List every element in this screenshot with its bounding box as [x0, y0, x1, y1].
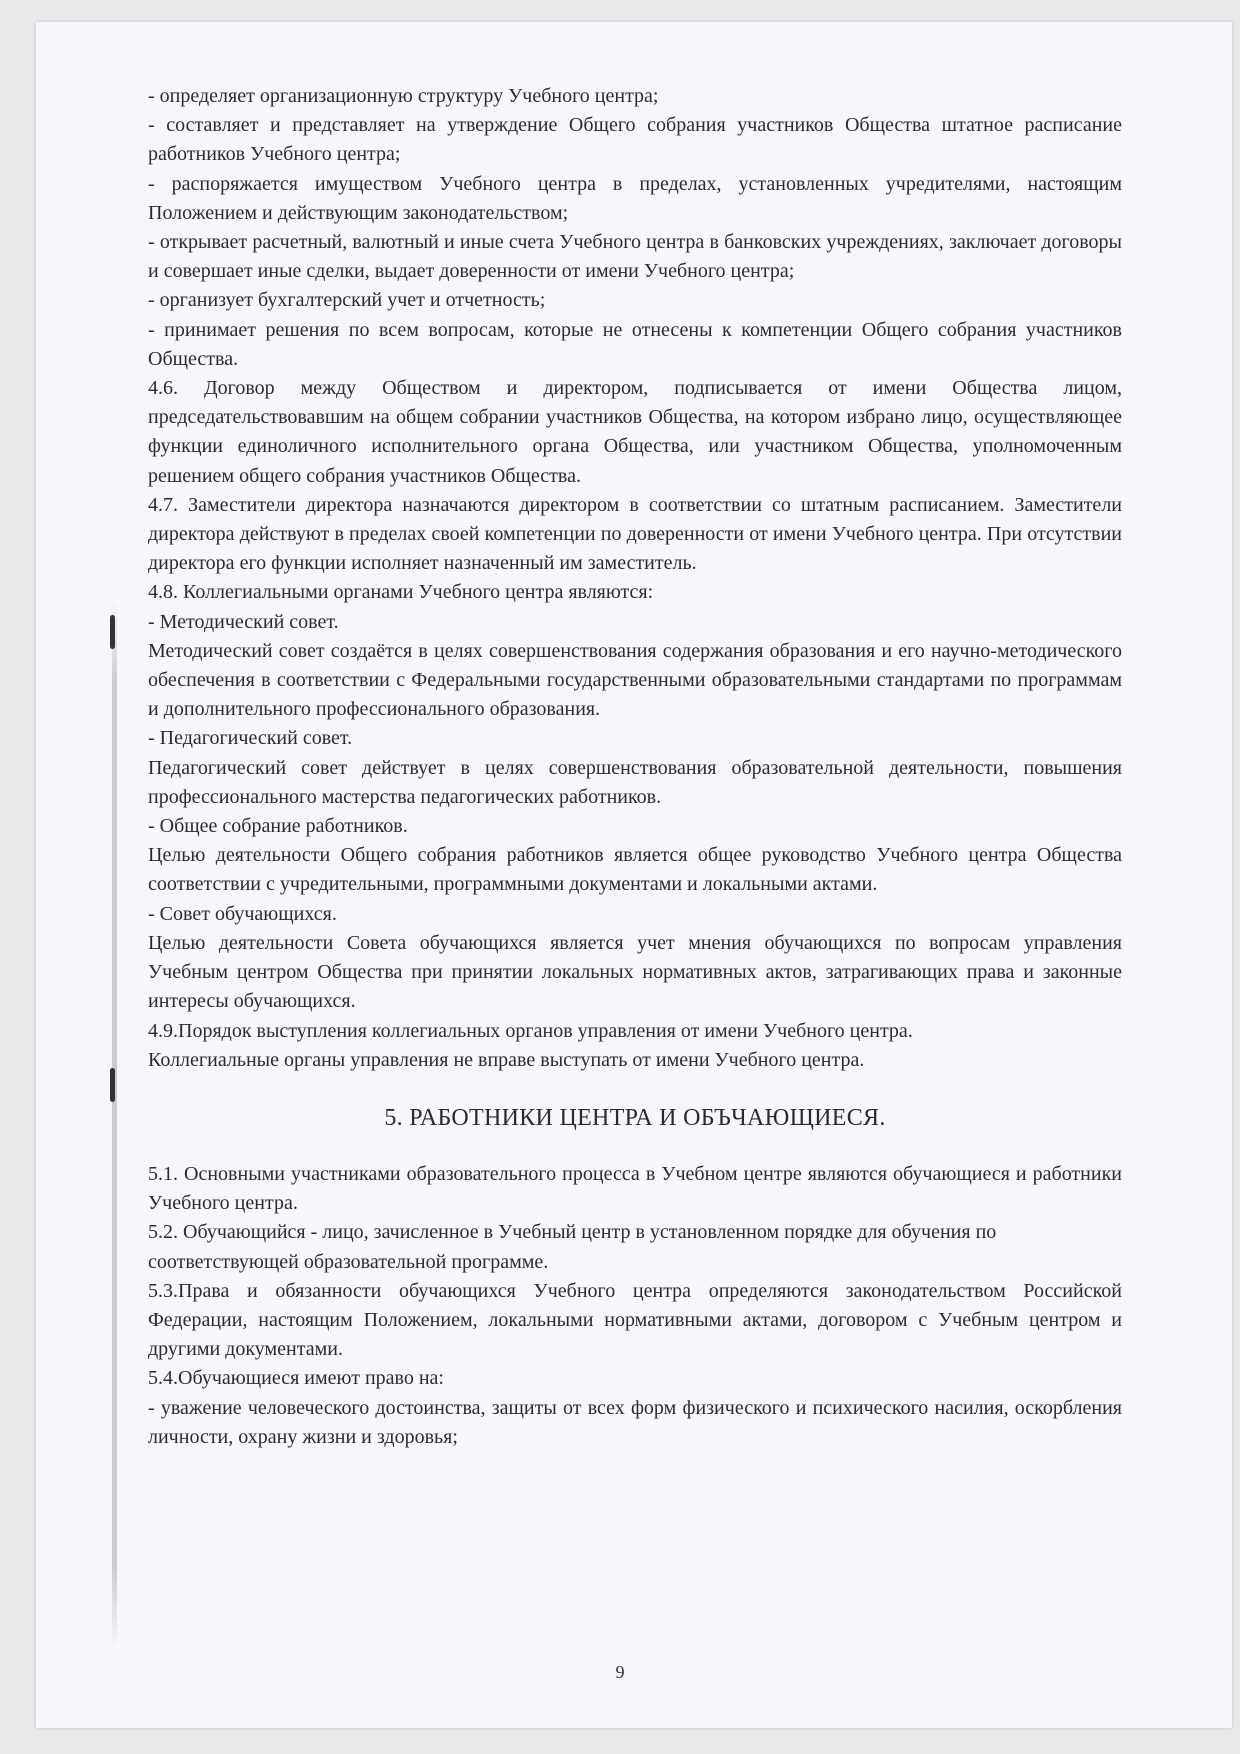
paragraph: Целью деятельности Совета обучающихся является учет мнения обучающихся по вопросам управления Учебным центром Общества при принятии локальных нормативных актов, затрагивающих права и законные интересы обучающихся. — [148, 931, 1122, 1013]
paragraph: 5.1. Основными участниками образовательного процесса в Учебном центре являются обучающиеся и работники Учебного центра. — [148, 1162, 1122, 1215]
section-heading: 5. РАБОТНИКИ ЦЕНТРА И ОБЪЧАЮЩИЕСЯ. — [384, 1104, 886, 1131]
page-number: 9 — [615, 1662, 625, 1682]
paragraph: - открывает расчетный, валютный и иные счета Учебного центра в банковских учреждениях, заключает договоры и совершает иные сделки, выдает доверенности от имени Учебного центра; — [148, 231, 1122, 283]
paragraph: - Методический совет. — [148, 610, 339, 633]
paragraph: Педагогический совет действует в целях совершенствования образовательной деятельности, повышения профессионального мастерства педагогических работников. — [148, 756, 1122, 808]
paragraph: 4.9.Порядок выступления коллегиальных органов управления от имени Учебного центра. — [148, 1019, 913, 1042]
paragraph: - Общее собрание работников. — [148, 815, 408, 838]
paragraph: - распоряжается имуществом Учебного центра в пределах, установленных учредителями, настоящим Положением и действующим законодательством; — [148, 172, 1122, 224]
paragraph: - составляет и представляет на утверждение Общего собрания участников Общества штатное расписание работников Учебного центра; — [148, 114, 1122, 166]
document-body — [148, 82, 1122, 1452]
paragraph: 5.4.Обучающиеся имеют право на: — [148, 1367, 444, 1390]
paragraph: Целью деятельности Общего собрания работников является общее руководство Учебного центра Общества соответствии с учредительными, программными документами и локальными актами. — [148, 844, 1122, 896]
paragraph: - уважение человеческого достоинства, защиты от всех форм физического и психического насилия, оскорбления личности, охрану жизни и здоровья; — [148, 1396, 1122, 1448]
paragraph: 4.8. Коллегиальными органами Учебного центра являются: — [148, 581, 654, 604]
paragraph: - Педагогический совет. — [148, 727, 353, 750]
paragraph: Коллегиальные органы управления не вправе выступать от имени Учебного центра. — [148, 1048, 865, 1071]
paragraph: Методический совет создаётся в целях совершенствования содержания образования и его научно-методического обеспечения в соответствии с Федеральными государственными образовательными стандартами по программам и дополнительного профессионального образования. — [148, 639, 1122, 721]
scan-mark-lower — [110, 1068, 115, 1102]
paragraph: - определяет организационную структуру Учебного центра; — [148, 85, 659, 107]
paragraph: - принимает решения по всем вопросам, которые не отнесены к компетенции Общего собрания участников Общества. — [148, 318, 1122, 370]
scan-mark-upper — [110, 615, 115, 649]
paragraph: - Совет обучающихся. — [148, 902, 337, 925]
scan-binding-shadow — [112, 600, 117, 1650]
paragraph: 4.6. Договор между Обществом и директором, подписывается от имени Общества лицом, председательствовавшим на общем собрании участников Общества, на котором избрано лицо, осуществляющее функции единоличного исполнительного органа Общества, или участником Общества, уполномоченным решением общего собрания участников Общества. — [148, 377, 1122, 487]
paragraph: 4.7. Заместители директора назначаются директором в соответствии со штатным расписанием. Заместители директора действуют в пределах своей компетенции по доверенности от имени Учебного центра. При отсутствии директора его функции исполняет назначенный им заместитель. — [148, 493, 1122, 575]
paragraph: 5.2. Обучающийся - лицо, зачисленное в Учебный центр в установленном порядке для обучения по соответствующей образовательной программе. — [148, 1221, 997, 1273]
paragraph: - организует бухгалтерский учет и отчетность; — [148, 289, 546, 312]
paragraph: 5.3.Права и обязанности обучающихся Учебного центра определяются законодательством Российской Федерации, настоящим Положением, локальными нормативными актами, договором с Учебным центром и другими документами. — [148, 1279, 1122, 1361]
